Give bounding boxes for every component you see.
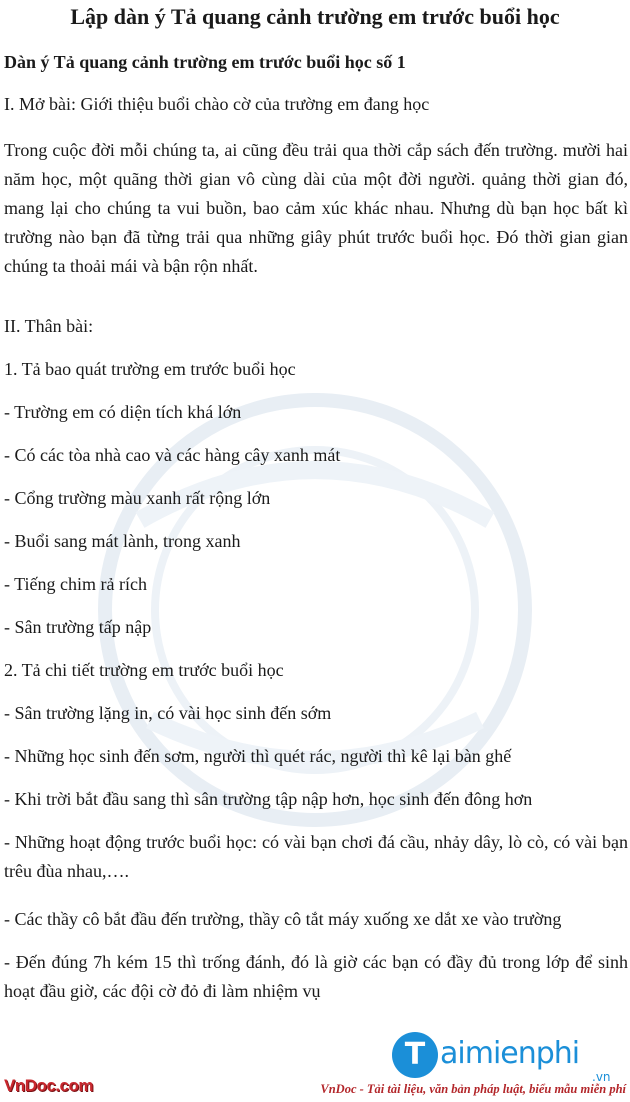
list-item: - Trường em có diện tích khá lớn [4,402,242,422]
intro-heading: I. Mở bài: Giới thiệu buổi chào cờ của trường em đang học [4,94,430,114]
part2-heading: 2. Tả chi tiết trường em trước buổi học [4,660,284,680]
list-item: - Buổi sang mát lành, trong xanh [4,531,241,551]
list-item: - Các thầy cô bắt đầu đến trường, thầy cô tắt máy xuống xe dắt xe vào trường [4,909,562,929]
list-item: - Khi trời bắt đầu sang thì sân trường tập nập hơn, học sinh đến đông hơn [4,789,533,809]
list-item: - Có các tòa nhà cao và các hàng cây xanh mát [4,445,341,465]
list-item: - Tiếng chim rả rích [4,574,147,594]
list-item: - Cổng trường màu xanh rất rộng lớn [4,488,271,508]
vndoc-logo[interactable]: VnDoc.com [4,1076,94,1095]
list-item: - Những hoạt động trước buổi học: có vài bạn chơi đá cầu, nhảy dây, lò cò, có vài bạn trêu đùa nhau,…. [4,832,628,881]
intro-paragraph: Trong cuộc đời mỗi chúng ta, ai cũng đều trải qua thời cắp sách đến trường. mười hai năm học, một quãng thời gian vô cùng dài của một đời người. quảng thời gian đó, mang lại cho chúng ta vui buồn, bao cảm xúc khác nhau. Nhưng dù bạn học bất kì trường nào bạn đã từng trải qua những giây phút trước buổi học. Đó thời gian gian chúng ta thoải mái và bận rộn nhất. [4,140,628,276]
brand-suffix: .vn [592,1070,611,1084]
footer-tagline: VnDoc - Tải tài liệu, văn bản pháp luật, biểu mẫu miễn phí [320,1082,626,1096]
outline-subtitle: Dàn ý Tả quang cảnh trường em trước buổi học số 1 [4,52,406,72]
list-item: - Những học sinh đến sơm, người thì quét rác, người thì kê lại bàn ghế [4,746,512,766]
list-item: - Sân trường lặng in, có vài học sinh đến sớm [4,703,332,723]
list-item: - Đến đúng 7h kém 15 thì trống đánh, đó là giờ các bạn có đầy đủ trong lớp để sinh hoạt đầu giờ, các đội cờ đỏ đi làm nhiệm vụ [4,952,628,1001]
page-title: Lập dàn ý Tả quang cảnh trường em trước buổi học [70,4,560,29]
list-item: - Sân trường tấp nập [4,617,152,637]
body-heading: II. Thân bài: [4,316,94,336]
brand-name: aimienphi [440,1036,580,1071]
part1-heading: 1. Tả bao quát trường em trước buổi học [4,359,296,379]
brand-initial: T [392,1032,438,1078]
